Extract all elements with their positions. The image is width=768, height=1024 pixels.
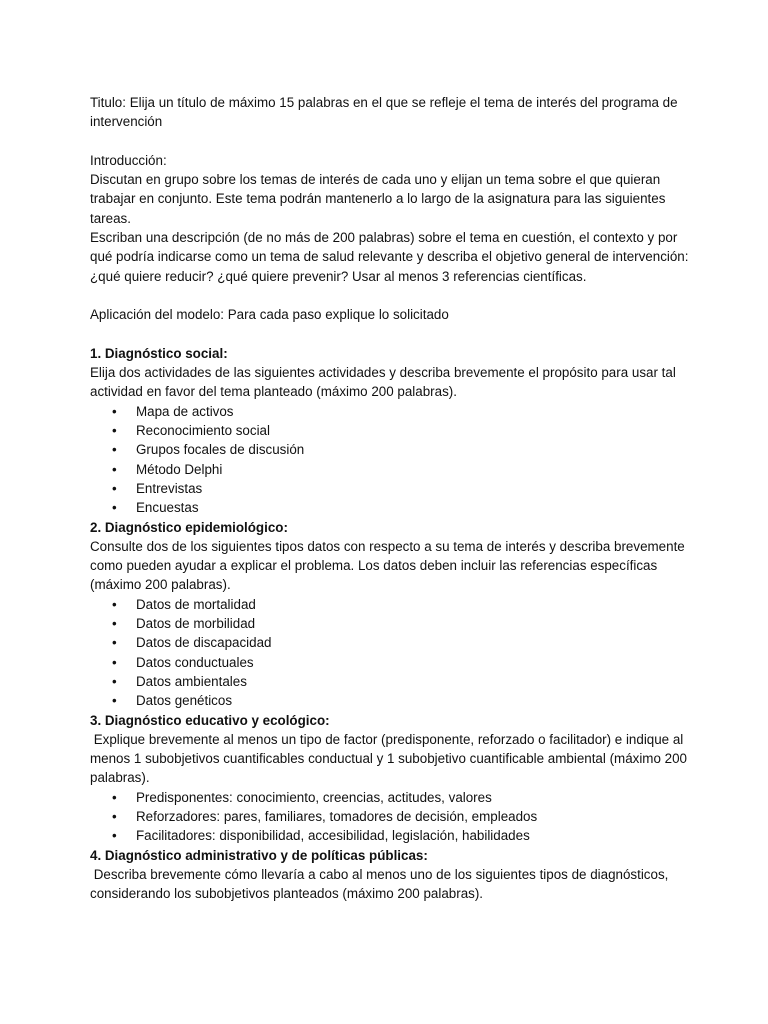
section-4-title: 4. Diagnóstico administrativo y de políticas públicas: bbox=[90, 847, 428, 863]
bullet-icon: • bbox=[112, 789, 117, 805]
list-item-text: Reconocimiento social bbox=[136, 423, 270, 439]
bullet-icon: • bbox=[112, 500, 117, 516]
bullet-icon: • bbox=[112, 480, 117, 496]
list-item-text: Datos genéticos bbox=[136, 693, 233, 709]
section-2-title: 2. Diagnóstico epidemiológico: bbox=[90, 519, 288, 535]
list-item-text: Mapa de activos bbox=[136, 403, 234, 419]
list-item bbox=[90, 402, 690, 421]
spacer bbox=[90, 132, 690, 151]
list-item bbox=[90, 614, 690, 633]
list-item bbox=[90, 826, 690, 845]
bullet-icon: • bbox=[112, 693, 117, 709]
bullet-icon: • bbox=[112, 442, 117, 458]
bullet-icon: • bbox=[112, 828, 117, 844]
list-item-text: Datos de mortalidad bbox=[136, 596, 256, 612]
list-item-text: Datos conductuales bbox=[136, 654, 254, 670]
list-item bbox=[90, 691, 690, 710]
list-item bbox=[90, 440, 690, 459]
intro-paragraph-1: Discutan en grupo sobre los temas de interés de cada uno y elijan un tema sobre el que quieran trabajar en conjunto. Este tema podrán mantenerlo a lo largo de la asignatura para las siguientes tareas. bbox=[90, 172, 666, 226]
list-item-text: Reforzadores: pares, familiares, tomadores de decisión, empleados bbox=[136, 808, 538, 824]
bullet-icon: • bbox=[112, 635, 117, 651]
spacer bbox=[90, 325, 690, 344]
section-1-list bbox=[90, 402, 690, 518]
list-item-text: Grupos focales de discusión bbox=[136, 442, 305, 458]
bullet-icon: • bbox=[112, 403, 117, 419]
bullet-icon: • bbox=[112, 654, 117, 670]
document-page bbox=[90, 93, 690, 903]
spacer bbox=[90, 286, 690, 305]
list-item bbox=[90, 498, 690, 517]
section-1-description: Elija dos actividades de las siguientes actividades y describa brevemente el propósito para usar tal actividad en favor del tema planteado (máximo 200 palabras). bbox=[90, 365, 676, 400]
model-application-line: Aplicación del modelo: Para cada paso explique lo solicitado bbox=[90, 307, 449, 323]
section-2-list bbox=[90, 595, 690, 711]
list-item-text: Datos ambientales bbox=[136, 673, 247, 689]
section-2-description: Consulte dos de los siguientes tipos datos con respecto a su tema de interés y describa brevemente como pueden ayudar a explicar el problema. Los datos deben incluir las referencias específicas (máximo 200 palabras). bbox=[90, 538, 685, 593]
list-item-text: Datos de discapacidad bbox=[136, 635, 272, 651]
bullet-icon: • bbox=[112, 808, 117, 824]
intro-paragraph-2: Escriban una descripción (de no más de 200 palabras) sobre el tema en cuestión, el contexto y por qué podría indicarse como un tema de salud relevante y describa el objetivo general de intervención: ¿qué quiere reducir? ¿qué quiere prevenir? Usar al menos 3 referencias científicas. bbox=[90, 230, 689, 284]
list-item-text: Datos de morbilidad bbox=[136, 616, 256, 632]
bullet-icon: • bbox=[112, 616, 117, 632]
bullet-icon: • bbox=[112, 673, 117, 689]
list-item bbox=[90, 633, 690, 652]
list-item-text: Facilitadores: disponibilidad, accesibilidad, legislación, habilidades bbox=[136, 828, 530, 844]
list-item bbox=[90, 479, 690, 498]
intro-heading: Introducción: bbox=[90, 152, 167, 168]
list-item bbox=[90, 807, 690, 826]
list-item-text: Entrevistas bbox=[136, 480, 203, 496]
list-item bbox=[90, 460, 690, 479]
section-3-description: Explique brevemente al menos un tipo de factor (predisponente, reforzado o facilitador) e indique al menos 1 subobjetivos cuantificables conductual y 1 subobjetivo cuantificable ambiental (máximo 200 palabras). bbox=[90, 731, 691, 786]
title-instruction: Titulo: Elija un título de máximo 15 palabras en el que se refleje el tema de interés del programa de intervención bbox=[90, 95, 678, 130]
section-3-title: 3. Diagnóstico educativo y ecológico: bbox=[90, 712, 330, 728]
list-item bbox=[90, 595, 690, 614]
list-item-text: Predisponentes: conocimiento, creencias, actitudes, valores bbox=[136, 789, 492, 805]
section-3-list bbox=[90, 788, 690, 846]
bullet-icon: • bbox=[112, 423, 117, 439]
list-item-text: Encuestas bbox=[136, 500, 199, 516]
list-item bbox=[90, 788, 690, 807]
list-item bbox=[90, 653, 690, 672]
section-1-title: 1. Diagnóstico social: bbox=[90, 345, 228, 361]
section-4-description: Describa brevemente cómo llevaría a cabo al menos uno de los siguientes tipos de diagnósticos, considerando los subobjetivos planteados (máximo 200 palabras). bbox=[90, 866, 673, 902]
bullet-icon: • bbox=[112, 461, 117, 477]
list-item bbox=[90, 421, 690, 440]
list-item bbox=[90, 672, 690, 691]
list-item-text: Método Delphi bbox=[136, 461, 223, 477]
bullet-icon: • bbox=[112, 596, 117, 612]
